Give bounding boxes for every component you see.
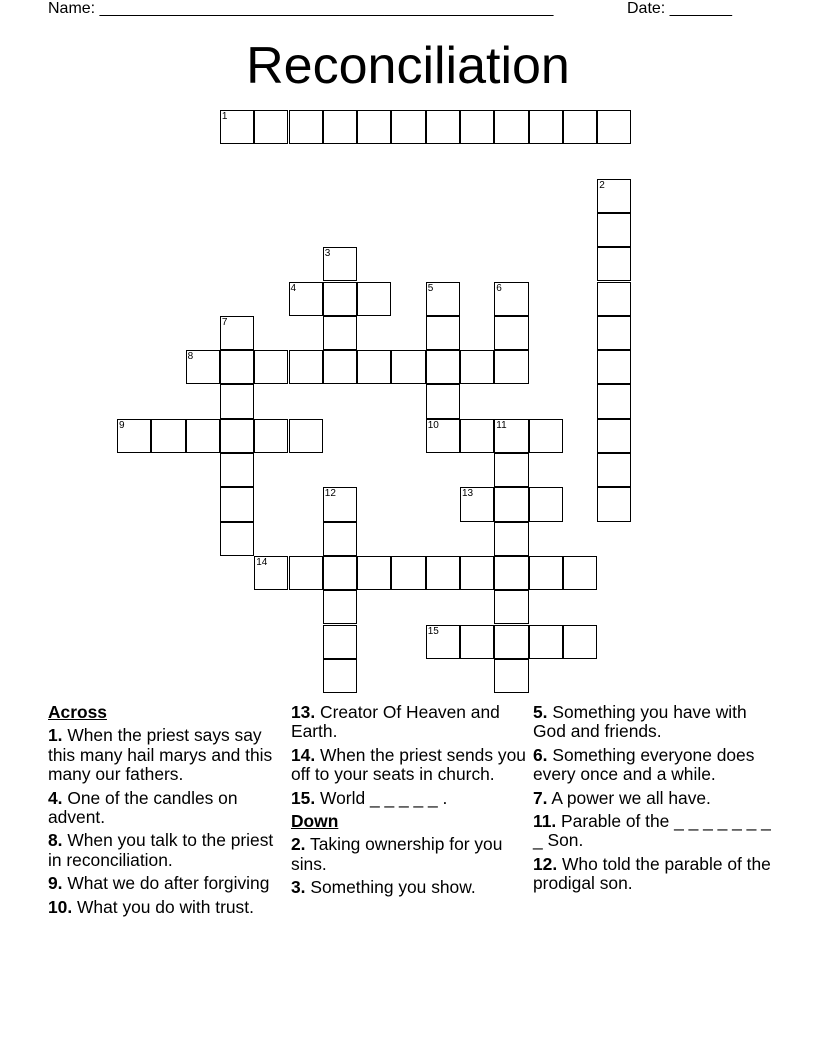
crossword-cell[interactable]: [323, 625, 357, 659]
crossword-cell[interactable]: [289, 556, 323, 590]
crossword-cell[interactable]: [220, 110, 254, 144]
crossword-cell[interactable]: [117, 419, 151, 453]
clue-number: 13.: [291, 702, 316, 722]
crossword-cell[interactable]: [597, 419, 631, 453]
cell-number: 4: [290, 282, 297, 294]
crossword-cell[interactable]: [220, 350, 254, 384]
crossword-cell[interactable]: [494, 419, 528, 453]
clue-item: [291, 703, 531, 742]
crossword-cell[interactable]: [323, 350, 357, 384]
crossword-cell[interactable]: [597, 384, 631, 418]
crossword-cell[interactable]: [391, 350, 425, 384]
clue-text: What you do with trust.: [72, 896, 254, 917]
crossword-cell[interactable]: [323, 110, 357, 144]
crossword-cell[interactable]: [597, 350, 631, 384]
date-label: Date: _______: [627, 0, 732, 17]
clue-number: 9.: [48, 873, 63, 894]
clue-item: [533, 746, 773, 785]
clue-item: [533, 855, 773, 894]
clue-item: [291, 835, 531, 874]
cell-number: 9: [119, 419, 125, 431]
clues-column-1: [48, 703, 288, 921]
crossword-cell[interactable]: [426, 384, 460, 418]
crossword-cell[interactable]: [529, 625, 563, 659]
cell-number: 2: [599, 179, 605, 191]
crossword-cell[interactable]: [220, 453, 254, 487]
crossword-cell[interactable]: [460, 110, 494, 144]
crossword-cell[interactable]: [323, 659, 357, 693]
crossword-cell[interactable]: [494, 487, 528, 521]
cell-number: 15: [427, 625, 439, 637]
crossword-cell[interactable]: [220, 522, 254, 556]
clue-item: [48, 726, 288, 784]
clue-number: 4.: [48, 787, 63, 808]
cell-number: 10: [427, 419, 439, 431]
clue-text: Something everyone does every once and a while.: [533, 744, 755, 785]
crossword-cell[interactable]: [529, 487, 563, 521]
crossword-cell[interactable]: [323, 316, 357, 350]
name-label: Name: ___________________________________________________: [48, 0, 554, 17]
crossword-cell[interactable]: [186, 419, 220, 453]
crossword-cell[interactable]: [529, 110, 563, 144]
cell-number: 11: [496, 419, 507, 431]
crossword-cell[interactable]: [460, 625, 494, 659]
crossword-cell[interactable]: [494, 316, 528, 350]
crossword-cell[interactable]: [254, 110, 288, 144]
clue-item: [291, 789, 531, 808]
clue-number: 8.: [48, 830, 63, 851]
clue-number: 15.: [291, 787, 316, 808]
cell-number: 1: [221, 111, 228, 122]
crossword-cell[interactable]: [597, 247, 631, 281]
crossword-cell[interactable]: [597, 316, 631, 350]
crossword-cell[interactable]: [494, 282, 528, 316]
crossword-cell[interactable]: [597, 110, 631, 144]
clue-item: [48, 898, 288, 917]
crossword-cell[interactable]: [357, 110, 391, 144]
crossword-cell[interactable]: [460, 350, 494, 384]
crossword-cell[interactable]: [563, 556, 597, 590]
crossword-cell[interactable]: [426, 316, 460, 350]
clue-text: One of the candles on advent.: [48, 787, 238, 828]
crossword-cell[interactable]: [254, 556, 288, 590]
crossword-cell[interactable]: [323, 590, 357, 624]
clue-text: What we do after forgiving: [62, 873, 270, 894]
crossword-cell[interactable]: [460, 556, 494, 590]
crossword-cell[interactable]: [323, 556, 357, 590]
crossword-cell[interactable]: [289, 419, 323, 453]
crossword-cell[interactable]: [426, 625, 460, 659]
crossword-cell[interactable]: [323, 522, 357, 556]
clue-number: 2.: [291, 834, 306, 855]
clue-number: 5.: [533, 702, 548, 722]
clue-text: When the priest sends you off to your seats in church.: [291, 744, 526, 785]
clue-text: Something you have with God and friends.: [533, 702, 747, 742]
crossword-cell[interactable]: [426, 110, 460, 144]
crossword-cell[interactable]: [460, 419, 494, 453]
clue-number: 6.: [533, 744, 548, 765]
clue-item: [48, 831, 288, 870]
clues-column-2: [291, 703, 531, 902]
crossword-cell[interactable]: [220, 419, 254, 453]
crossword-cell[interactable]: [494, 625, 528, 659]
crossword-cell[interactable]: [494, 590, 528, 624]
crossword-cell[interactable]: [426, 282, 460, 316]
crossword-cell[interactable]: [529, 419, 563, 453]
cell-number: 12: [324, 488, 336, 500]
crossword-cell[interactable]: [323, 282, 357, 316]
clue-text: When the priest says say this many hail marys and this many our fathers.: [48, 725, 273, 785]
clue-text: Taking ownership for you sins.: [291, 834, 503, 874]
crossword-cell[interactable]: [254, 419, 288, 453]
crossword-cell[interactable]: [494, 350, 528, 384]
crossword-cell[interactable]: [323, 487, 357, 521]
crossword-cell[interactable]: [426, 556, 460, 590]
crossword-cell[interactable]: [597, 453, 631, 487]
down-heading: Down: [291, 811, 339, 832]
crossword-cell[interactable]: [597, 282, 631, 316]
cell-number: 5: [427, 282, 434, 294]
crossword-cell[interactable]: [357, 556, 391, 590]
crossword-cell[interactable]: [597, 213, 631, 247]
clue-number: 7.: [533, 787, 548, 808]
cell-number: 3: [324, 248, 331, 260]
crossword-cell[interactable]: [426, 419, 460, 453]
crossword-cell[interactable]: [494, 453, 528, 487]
crossword-cell[interactable]: [220, 487, 254, 521]
crossword-cell[interactable]: [597, 487, 631, 521]
clue-item: [291, 746, 531, 785]
crossword-cell[interactable]: [357, 350, 391, 384]
clue-text: When you talk to the priest in reconciliation.: [48, 830, 274, 870]
across-heading: Across: [48, 702, 107, 722]
clue-number: 10.: [48, 896, 73, 917]
cell-number: 14: [256, 556, 268, 568]
crossword-cell[interactable]: [151, 419, 185, 453]
clue-number: 11.: [533, 811, 557, 832]
cell-number: 7: [221, 316, 228, 328]
cell-number: 6: [496, 282, 502, 294]
clue-item: [291, 878, 531, 897]
crossword-cell[interactable]: [289, 350, 323, 384]
clue-item: [48, 789, 288, 828]
crossword-cell[interactable]: [494, 556, 528, 590]
crossword-cell[interactable]: [323, 247, 357, 281]
clue-item: [48, 874, 288, 893]
clues-column-3: [533, 703, 773, 898]
clue-text: Parable of the _ _ _ _ _ _ _ _ Son.: [533, 811, 771, 851]
clue-item: [533, 789, 773, 808]
crossword-cell[interactable]: [289, 110, 323, 144]
crossword-cell[interactable]: [563, 110, 597, 144]
crossword-cell[interactable]: [494, 522, 528, 556]
clue-number: 14.: [291, 744, 316, 765]
crossword-cell[interactable]: [391, 556, 425, 590]
crossword-cell[interactable]: [220, 316, 254, 350]
clue-text: Something you show.: [305, 877, 476, 898]
clue-item: [533, 812, 773, 851]
clue-text: A power we all have.: [547, 787, 711, 808]
cell-number: 8: [187, 351, 194, 363]
crossword-cell[interactable]: [460, 487, 494, 521]
clue-text: Creator Of Heaven and Earth.: [291, 702, 500, 742]
crossword-cell[interactable]: [289, 282, 323, 316]
crossword-cell[interactable]: [357, 282, 391, 316]
clue-number: 3.: [291, 877, 306, 898]
crossword-cell[interactable]: [597, 179, 631, 213]
cell-number: 13: [462, 488, 474, 500]
crossword-cell[interactable]: [529, 556, 563, 590]
clue-number: 1.: [48, 725, 63, 746]
crossword-cell[interactable]: [391, 110, 425, 144]
clue-text: World _ _ _ _ _ .: [315, 787, 448, 808]
page-title: Reconciliation: [246, 37, 570, 95]
crossword-cell[interactable]: [186, 350, 220, 384]
crossword-cell[interactable]: [494, 659, 528, 693]
clue-number: 12.: [533, 853, 558, 874]
crossword-cell[interactable]: [426, 350, 460, 384]
clue-item: [533, 703, 773, 742]
crossword-cell[interactable]: [563, 625, 597, 659]
crossword-cell[interactable]: [220, 384, 254, 418]
crossword-cell[interactable]: [494, 110, 528, 144]
crossword-cell[interactable]: [254, 350, 288, 384]
clue-text: Who told the parable of the prodigal son.: [533, 853, 771, 894]
